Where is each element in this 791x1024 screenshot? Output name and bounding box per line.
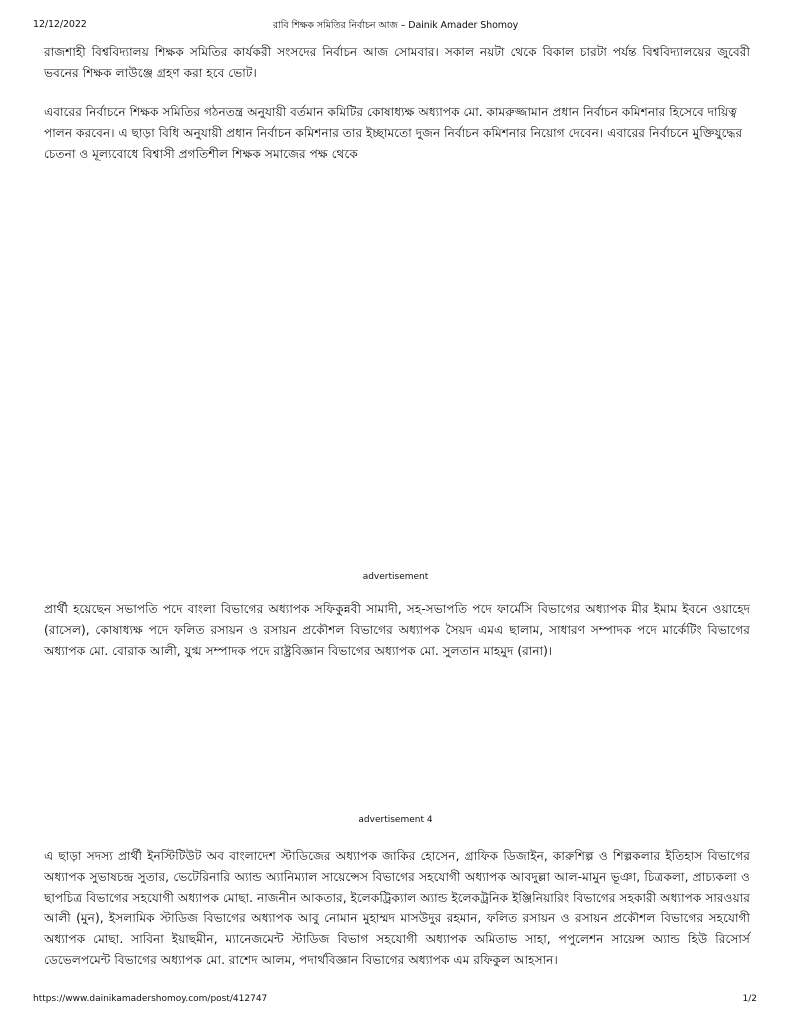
advertisement-label-2: advertisement 4 xyxy=(358,815,433,825)
article-paragraph-3: প্রার্থী হয়েছেন সভাপতি পদে বাংলা বিভাগের অধ্যাপক সফিকুন্নবী সামাদী, সহ-সভাপতি পদে ফার্মেসি বিভাগের অধ্যাপক মীর ইমাম ইবনে ওয়াহেদ (রাসেল), কোষাধ্যক্ষ পদে ফলিত রসায়ন ও রসায়ন প্রকৌশল বিভাগের অধ্যাপক সৈয়দ এমএ ছালাম, সাধারণ সম্পাদক পদে মার্কেটিং বিভাগের অধ্যাপক মো. বোরাক আলী, যুগ্ম সম্পাদক পদে রাষ্ট্রবিজ্ঞান বিভাগের অধ্যাপক মো. সুলতান মাহমুদ (রানা)। xyxy=(44,602,750,658)
page-number: 1/2 xyxy=(742,994,757,1004)
article-paragraph-1: রাজশাহী বিশ্ববিদ্যালয় শিক্ষক সমিতির কার্যকরী সংসদের নির্বাচন আজ সোমবার। সকাল নয়টা থেকে বিকাল চারটা পর্যন্ত বিশ্ববিদ্যালয়ের জুবেরী ভবনের শিক্ষক লাউঞ্জে গ্রহণ করা হবে ভোট। xyxy=(44,45,750,80)
advertisement-space-2 xyxy=(44,680,750,808)
article-paragraph-2: এবারের নির্বাচনে শিক্ষক সমিতির গঠনতন্ত্র অনুযায়ী বর্তমান কমিটির কোষাধ্যক্ষ অধ্যাপক মো. কামরুজ্জামান প্রধান নির্বাচন কমিশনার হিসেবে দায়িত্ব পালন করবেন। এ ছাড়া বিধি অনুযায়ী প্রধান নির্বাচন কমিশনার তার ইচ্ছামতো দুজন নির্বাচন কমিশনার নিয়োগ দেবেন। এবারের নির্বাচনে মুক্তিযুদ্ধের চেতনা ও মূল্যবোধে বিশ্বাসী প্রগতিশীল শিক্ষক সমাজের পক্ষ থেকে xyxy=(44,105,743,161)
print-date: 12/12/2022 xyxy=(33,19,87,30)
advertisement-space-1 xyxy=(44,175,750,565)
page-title: রাবি শিক্ষক সমিতির নির্বাচন আজ – Dainik Amader Shomoy xyxy=(272,20,519,31)
article-paragraph-4: এ ছাড়া সদস্য প্রার্থী ইনস্টিটিউট অব বাংলাদেশ স্টাডিজের অধ্যাপক জাকির হোসেন, গ্রাফিক ডিজাইন, কারুশিল্প ও শিল্পকলার ইতিহাস বিভাগের অধ্যাপক সুভাষচন্দ্র সুতার, ভেটেরিনারি অ্যান্ড অ্যানিম্যাল সায়েন্সেস বিভাগের সহযোগী অধ্যাপক আবদুল্লা আল-মামুন ভূঞা, চিত্রকলা, প্রাচ্যকলা ও ছাপচিত্র বিভাগের সহযোগী অধ্যাপক মোছা. নাজনীন আকতার, ইলেকট্রিক্যাল অ্যান্ড ইলেকট্রনিক ইঞ্জিনিয়ারিং বিভাগের সহকারী অধ্যাপক সারওয়ার আলী (মুন), ইসলামিক স্টাডিজ বিভাগের অধ্যাপক আবু নোমান মুহাম্মদ মাসউদুর রহমান, ফলিত রসায়ন ও রসায়ন প্রকৌশল বিভাগের সহযোগী অধ্যাপক মোছা. সাবিনা ইয়াছমীন, ম্যানেজমেন্ট স্টাডিজ বিভাগ সহযোগী অধ্যাপক অমিতাভ সাহা, পপুলেশন সায়েন্স অ্যান্ড হিউ রিসোর্স ডেভেলপমেন্ট বিভাগের অধ্যাপক মো. রাশেদ আলম, পদার্থবিজ্ঞান বিভাগের অধ্যাপক এম রফিকুল আহসান। xyxy=(44,849,750,967)
advertisement-label-1: advertisement xyxy=(362,572,429,582)
footer-url[interactable]: https://www.dainikamadershomoy.com/post/412747 xyxy=(33,994,268,1004)
